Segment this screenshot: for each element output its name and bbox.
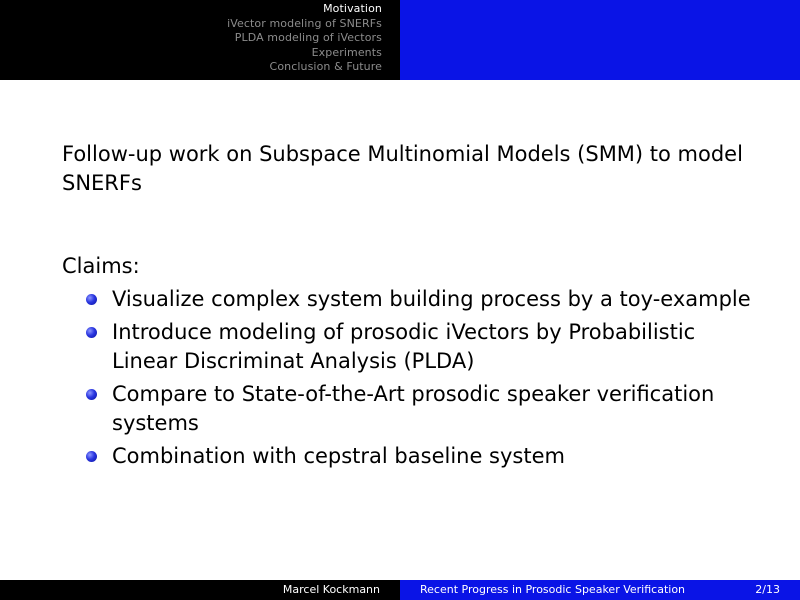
intro-text: Follow-up work on Subspace Multinomial Models (SMM) to model SNERFs — [62, 142, 743, 195]
list-item — [62, 318, 762, 376]
slide-header — [0, 0, 800, 80]
list-item-text: Introduce modeling of prosodic iVectors by Probabilistic Linear Discriminat Analysis (PLDA) — [112, 320, 696, 373]
claims-heading: Claims: — [62, 254, 140, 278]
list-item-text: Combination with cepstral baseline system — [112, 444, 565, 468]
nav-item-conclusion[interactable]: Conclusion & Future — [269, 60, 382, 73]
page-number: 2/13 — [755, 583, 780, 596]
footer-title-panel — [400, 580, 800, 600]
bullet-icon — [86, 327, 97, 338]
claims-list — [62, 285, 762, 471]
slide-footer — [0, 580, 800, 600]
list-item — [62, 380, 762, 438]
nav-item-experiments[interactable]: Experiments — [311, 45, 382, 59]
nav-item-motivation[interactable]: Motivation — [323, 2, 382, 15]
footer-author-panel — [0, 580, 400, 600]
nav-item-plda-modeling[interactable]: PLDA modeling of iVectors — [234, 31, 382, 44]
footer-title: Recent Progress in Prosodic Speaker Verification — [420, 583, 686, 596]
header-nav-panel — [0, 0, 400, 80]
header-color-band — [400, 0, 800, 80]
list-item-text: Visualize complex system building process by a toy-example — [112, 287, 751, 311]
section-nav — [227, 2, 382, 75]
bullet-icon — [86, 389, 97, 400]
list-item-text: Compare to State-of-the-Art prosodic speaker verification systems — [112, 382, 715, 435]
footer-author: Marcel Kockmann — [282, 583, 380, 596]
nav-item-ivector-modeling[interactable]: iVector modeling of SNERFs — [227, 16, 382, 30]
list-item — [62, 285, 762, 314]
list-item — [62, 442, 762, 471]
slide-content — [62, 140, 762, 475]
bullet-icon — [86, 294, 97, 305]
bullet-icon — [86, 451, 97, 462]
